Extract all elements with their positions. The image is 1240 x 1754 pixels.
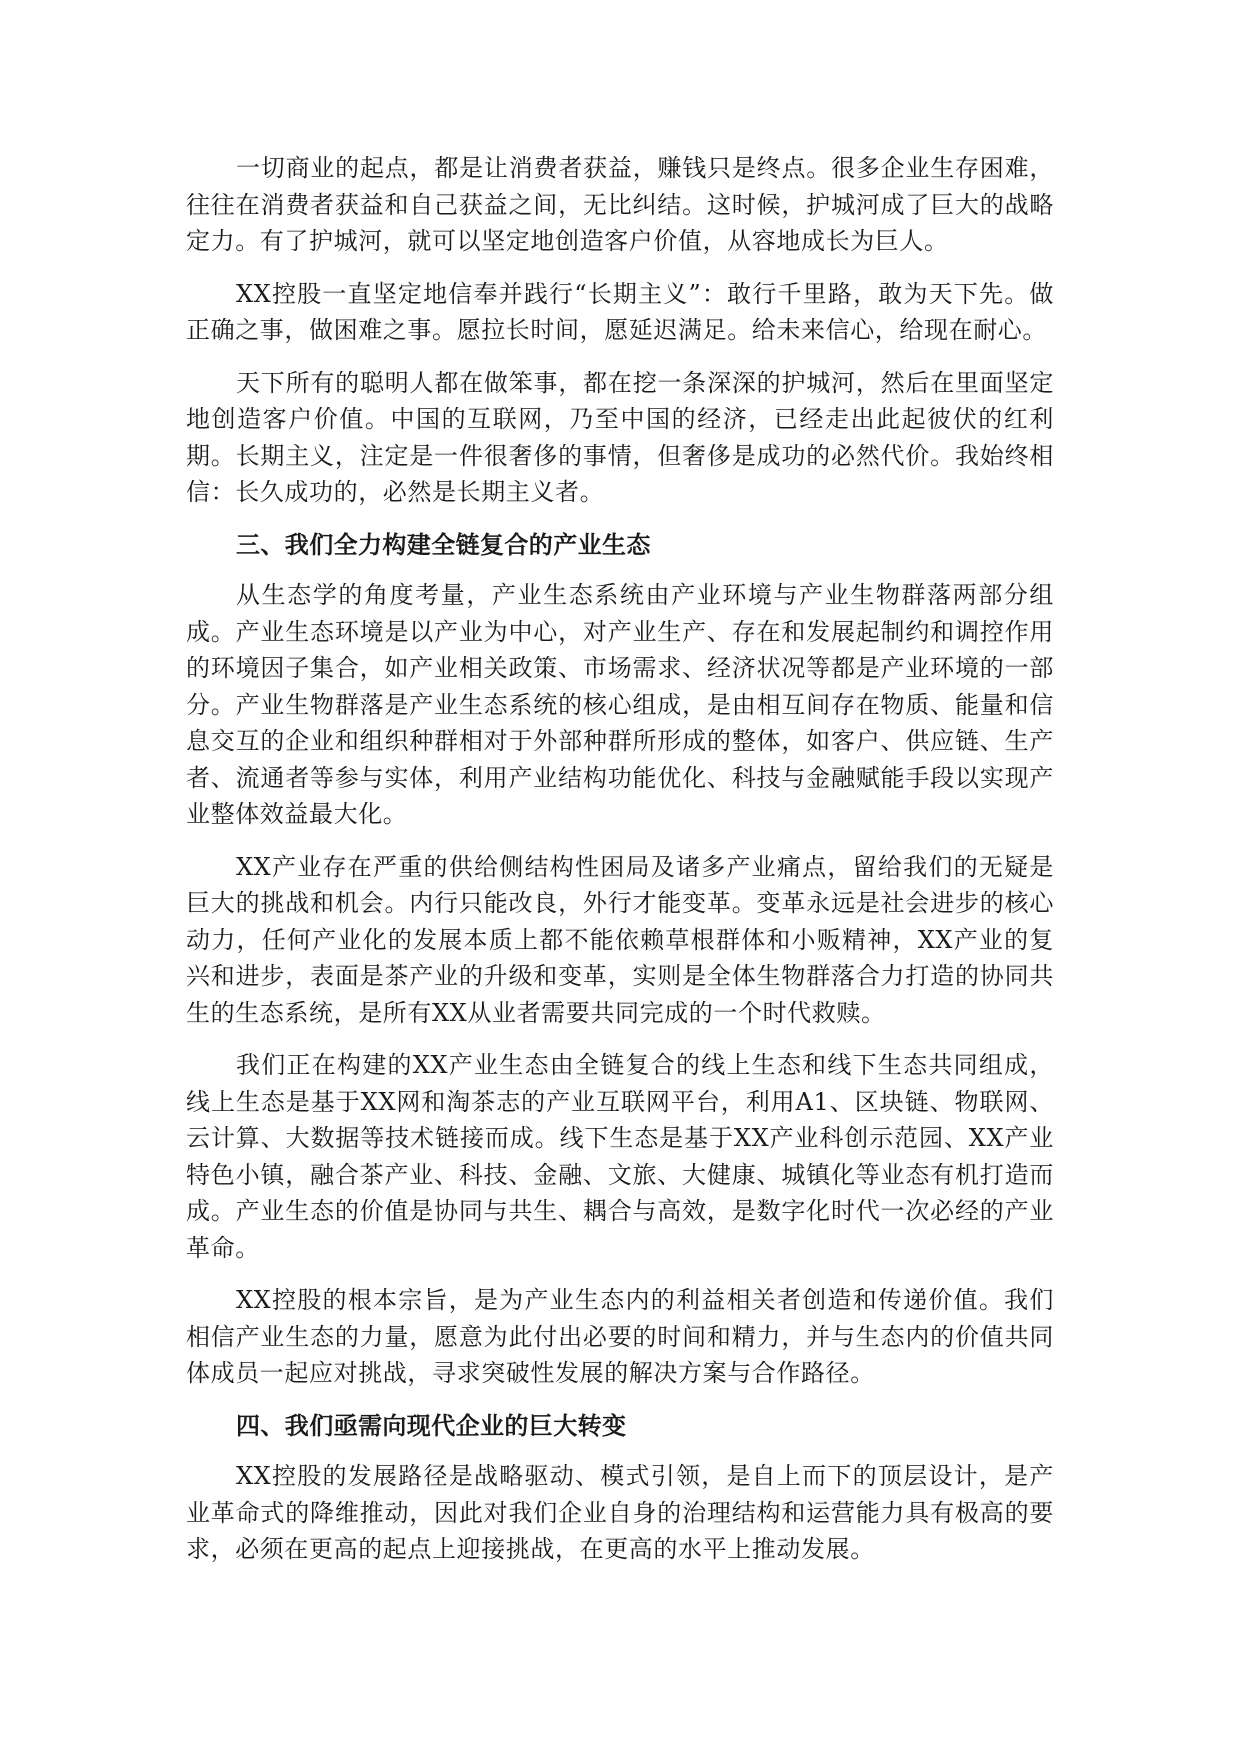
section-heading-3: 三、我们全力构建全链复合的产业生态 [236, 530, 651, 559]
paragraph-development-path: XX控股的发展路径是战略驱动、模式引领，是自上而下的顶层设计，是产业革命式的降维推动，因此对我们企业自身的治理结构和运营能力具有极高的要求，必须在更高的起点上迎接挑战，在更高的水平上推动发展。 [186, 1462, 1054, 1563]
paragraph-ecology-definition: 从生态学的角度考量，产业生态系统由产业环境与产业生物群落两部分组成。产业生态环境是以产业为中心，对产业生产、存在和发展起制约和调控作用的环境因子集合，如产业相关政策、市场需求、经济状况等都是产业环境的一部分。产业生物群落是产业生态系统的核心组成，是由相互间存在物质、能量和信息交互的企业和组织种群相对于外部种群所形成的整体，如客户、供应链、生产者、流通者等参与实体，利用产业结构功能优化、科技与金融赋能手段以实现产业整体效益最大化。 [186, 581, 1054, 828]
paragraph-customer-benefit: 一切商业的起点，都是让消费者获益，赚钱只是终点。很多企业生存困难，往往在消费者获益和自己获益之间，无比纠结。这时候，护城河成了巨大的战略定力。有了护城河，就可以坚定地创造客户价值，从容地成长为巨人。 [186, 154, 1054, 255]
paragraph-online-offline-ecology: 我们正在构建的XX产业生态由全链复合的线上生态和线下生态共同组成，线上生态是基于XX网和淘茶志的产业互联网平台，利用A1、区块链、物联网、云计算、大数据等技术链接而成。线下生态是基于XX产业科创示范园、XX产业特色小镇，融合茶产业、科技、金融、文旅、大健康、城镇化等业态有机打造而成。产业生态的价值是协同与共生、耦合与高效，是数字化时代一次必经的产业革命。 [186, 1051, 1054, 1262]
section-heading-4: 四、我们亟需向现代企业的巨大转变 [236, 1411, 627, 1440]
paragraph-moat: 天下所有的聪明人都在做笨事，都在挖一条深深的护城河，然后在里面坚定地创造客户价值。中国的互联网，乃至中国的经济，已经走出此起彼伏的红利期。长期主义，注定是一件很奢侈的事情，但奢侈是成功的必然代价。我始终相信：长久成功的，必然是长期主义者。 [186, 368, 1054, 506]
paragraph-company-mission: XX控股的根本宗旨，是为产业生态内的利益相关者创造和传递价值。我们相信产业生态的力量，愿意为此付出必要的时间和精力，并与生态内的价值共同体成员一起应对挑战，寻求突破性发展的解决方案与合作路径。 [186, 1286, 1054, 1387]
paragraph-long-termism: XX控股一直坚定地信奉并践行“长期主义”：敢行千里路，敢为天下先。做正确之事，做困难之事。愿拉长时间，愿延迟满足。给未来信心，给现在耐心。 [186, 279, 1054, 344]
document-body [186, 150, 1054, 1584]
paragraph-industry-challenges: XX产业存在严重的供给侧结构性困局及诸多产业痛点，留给我们的无疑是巨大的挑战和机会。内行只能改良，外行才能变革。变革永远是社会进步的核心动力，任何产业化的发展本质上都不能依赖草根群体和小贩精神，XX产业的复兴和进步，表面是茶产业的升级和变革，实则是全体生物群落合力打造的协同共生的生态系统，是所有XX从业者需要共同完成的一个时代救赎。 [186, 852, 1054, 1027]
